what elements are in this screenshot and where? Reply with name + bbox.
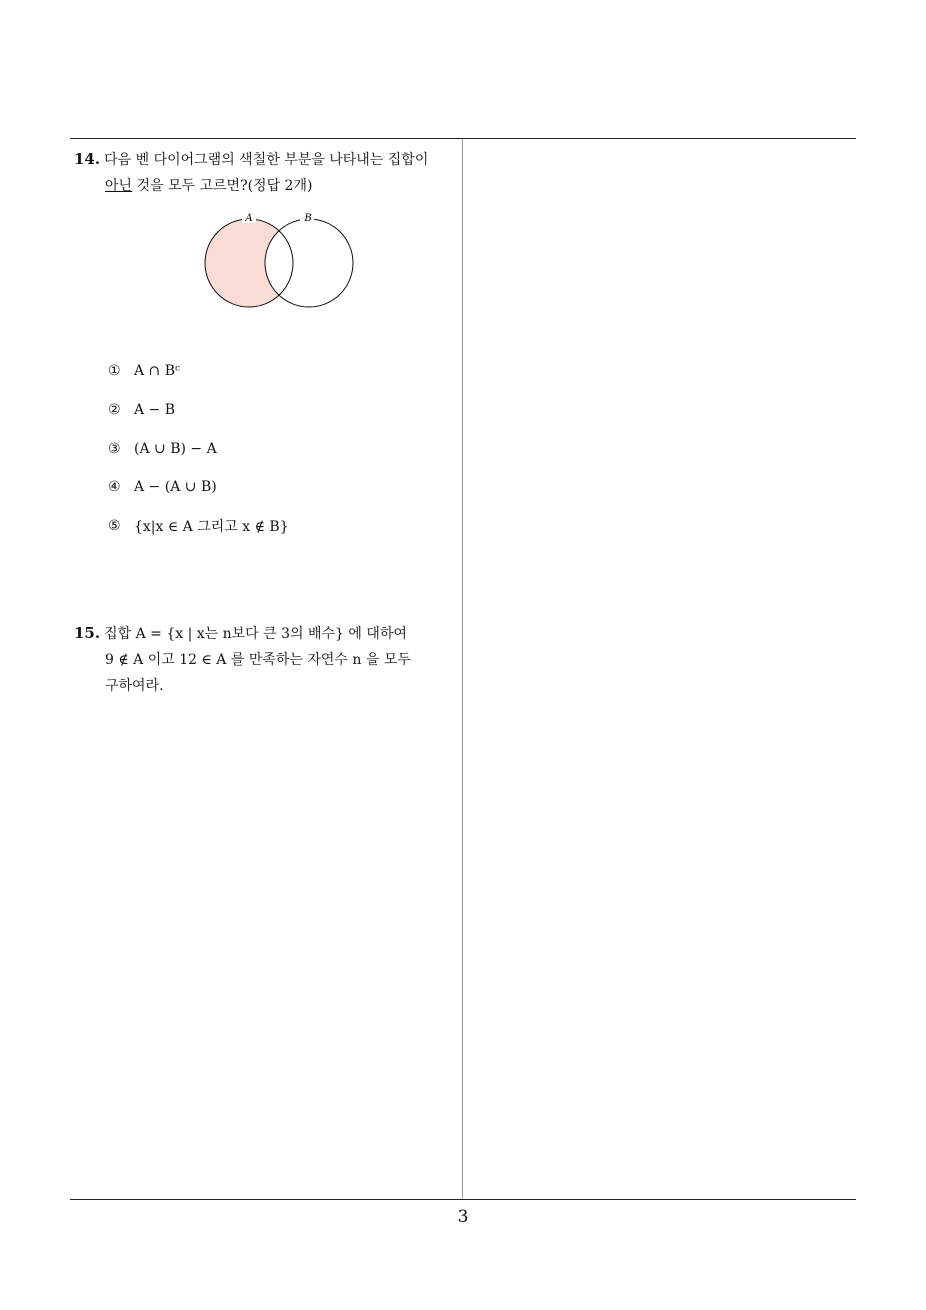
problem-14-line-1: [74, 146, 456, 173]
column-divider: [462, 139, 463, 1200]
problem-14-number: 14.: [74, 150, 101, 168]
choice-4[interactable]: [108, 468, 438, 507]
choice-3[interactable]: [108, 429, 438, 468]
answer-choices: [108, 352, 438, 545]
choice-4-text: A − (A ∪ B): [134, 479, 217, 496]
choice-1-marker: ①: [108, 363, 121, 380]
problem-14-underlined-word: 아닌: [105, 178, 133, 194]
page-number: 3: [457, 1207, 469, 1227]
choice-2[interactable]: [108, 391, 438, 430]
choice-2-text: A − B: [134, 402, 176, 419]
bottom-rule: [70, 1199, 856, 1200]
choice-1[interactable]: [108, 352, 438, 391]
choice-5-text: {x|x ∈ A 그리고 x ∉ B}: [134, 519, 289, 536]
choice-3-marker: ③: [108, 440, 121, 457]
choice-5-marker: ⑤: [108, 518, 121, 535]
problem-15-line-2: 9 ∉ A 이고 12 ∈ A 를 만족하는 자연수 n 을 모두: [105, 652, 411, 668]
problem-15-number: 15.: [74, 624, 101, 642]
venn-label-b: B: [304, 213, 312, 224]
choice-1-text: A ∩ Bᶜ: [134, 363, 180, 380]
venn-diagram: [190, 205, 370, 315]
problem-15-line-3: 구하여라.: [105, 678, 164, 694]
problem-14-text-2: 것을 모두 고르면?(정답 2개): [132, 178, 313, 194]
choice-3-text: (A ∪ B) − A: [134, 440, 217, 457]
problem-14-line-2: [74, 173, 456, 199]
problem-15-text-1: 집합 A = {x | x는 n보다 큰 3의 배수} 에 대하여: [104, 626, 407, 642]
problem-14: [74, 146, 456, 199]
choice-5[interactable]: [108, 507, 438, 546]
top-rule: [70, 138, 856, 139]
problem-15-line-1: [74, 620, 456, 647]
problem-14-text-1: 다음 벤 다이어그램의 색칠한 부분을 나타내는 집합이: [104, 152, 429, 168]
choice-4-marker: ④: [108, 479, 121, 496]
choice-2-marker: ②: [108, 402, 121, 419]
venn-label-a: A: [245, 213, 253, 224]
problem-15: [74, 620, 456, 699]
